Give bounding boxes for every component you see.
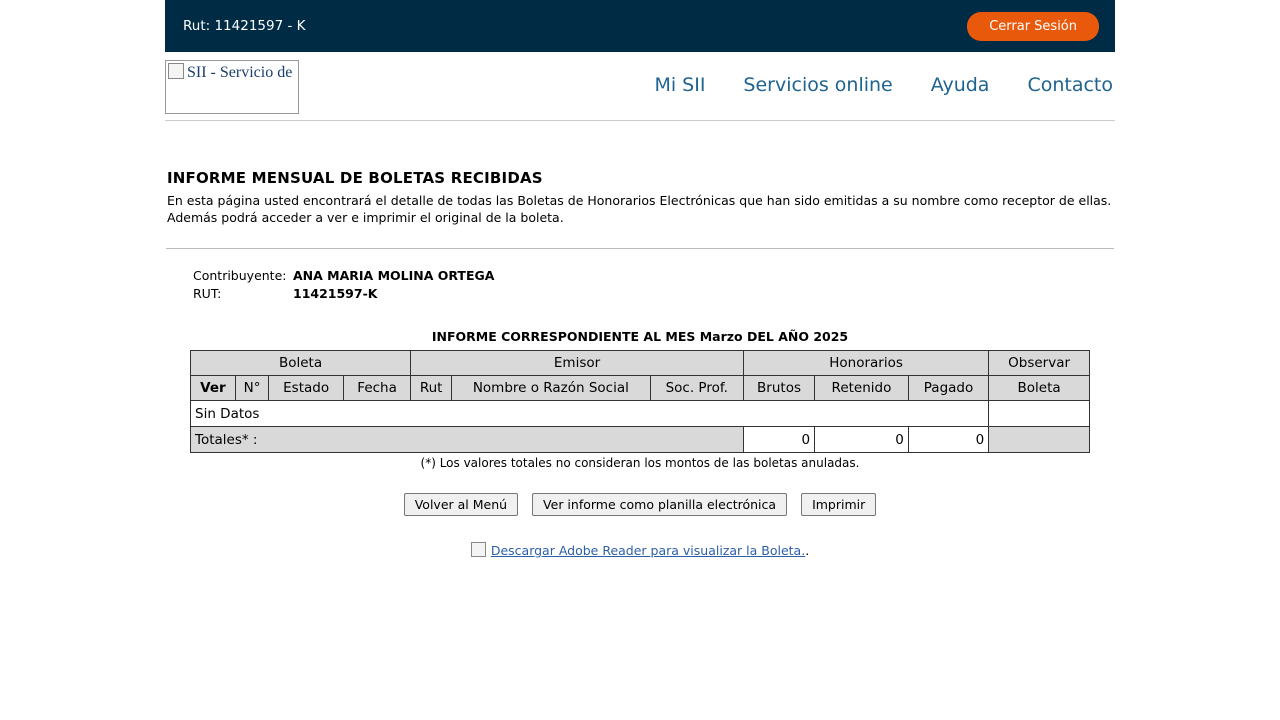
column-header-brutos: Brutos — [743, 376, 814, 401]
sii-logo[interactable] — [165, 60, 299, 114]
rut-label: RUT: — [193, 286, 222, 301]
group-header-observar: Observar — [989, 351, 1090, 376]
column-header-numero: N° — [235, 376, 268, 401]
adobe-reader-footer — [166, 542, 1114, 558]
group-header-emisor: Emisor — [411, 351, 744, 376]
taxpayer-rut-row — [193, 285, 1114, 303]
nav-item-mi-sii[interactable]: Mi SII — [654, 74, 706, 96]
group-header-honorarios: Honorarios — [743, 351, 988, 376]
table-footnote: (*) Los valores totales no consideran los montos de las boletas anuladas. — [420, 456, 860, 470]
table-group-header-row — [191, 351, 1090, 376]
print-button[interactable]: Imprimir — [801, 493, 876, 516]
site-header — [165, 52, 1115, 121]
column-header-soc-prof: Soc. Prof. — [650, 376, 743, 401]
period-title: INFORME CORRESPONDIENTE AL MES Marzo DEL AÑO 2025 — [431, 329, 849, 344]
table-totals-row — [191, 427, 1090, 453]
column-header-retenido: Retenido — [815, 376, 909, 401]
logout-button[interactable]: Cerrar Sesión — [967, 12, 1099, 41]
download-adobe-reader-link[interactable]: Descargar Adobe Reader para visualizar la Boleta. — [490, 543, 806, 558]
main-content — [165, 169, 1115, 558]
back-to-menu-button[interactable]: Volver al Menú — [404, 493, 518, 516]
nav-item-contacto[interactable]: Contacto — [1027, 74, 1113, 96]
page-title: INFORME MENSUAL DE BOLETAS RECIBIDAS — [167, 169, 543, 187]
taxpayer-info — [193, 267, 1114, 303]
page-description: En esta página usted encontrará el detalle de todas las Boletas de Honorarios Electrónicas que han sido emitidas a su nombre como receptor de ellas. Además podrá acceder a ver e imprimir el original de la boleta. — [167, 193, 1112, 225]
top-session-bar — [165, 0, 1115, 52]
column-header-boleta: Boleta — [989, 376, 1090, 401]
totals-retenido: 0 — [815, 427, 909, 453]
empty-observar-cell — [989, 401, 1090, 427]
table-column-header-row — [191, 376, 1090, 401]
taxpayer-name-row — [193, 267, 1114, 285]
empty-message: Sin Datos — [191, 401, 989, 427]
totals-blank-cell — [989, 427, 1090, 453]
group-header-boleta: Boleta — [191, 351, 411, 376]
broken-image-icon — [168, 63, 184, 79]
column-header-nombre-razon-social: Nombre o Razón Social — [452, 376, 650, 401]
divider — [166, 248, 1114, 249]
column-header-estado: Estado — [269, 376, 344, 401]
contributor-label: Contribuyente: — [193, 268, 287, 283]
view-as-spreadsheet-button[interactable]: Ver informe como planilla electrónica — [532, 493, 787, 516]
footer-link-trailing: . — [805, 543, 810, 558]
page-container — [165, 0, 1115, 558]
logo-alt-text: SII - Servicio de — [166, 61, 298, 85]
broken-image-icon — [471, 542, 486, 557]
boletas-report-table — [190, 350, 1090, 453]
table-row-empty — [191, 401, 1090, 427]
session-rut-label: Rut: 11421597 - K — [183, 18, 306, 34]
nav-item-servicios-online[interactable]: Servicios online — [743, 74, 893, 96]
main-nav — [654, 74, 1115, 96]
totals-pagado: 0 — [908, 427, 988, 453]
column-header-rut: Rut — [411, 376, 452, 401]
column-header-fecha: Fecha — [344, 376, 411, 401]
contributor-value: ANA MARIA MOLINA ORTEGA — [293, 268, 495, 283]
totals-label: Totales* : — [191, 427, 744, 453]
action-buttons — [166, 493, 1114, 516]
totals-brutos: 0 — [743, 427, 814, 453]
column-header-pagado: Pagado — [908, 376, 988, 401]
rut-value: 11421597-K — [293, 286, 378, 301]
column-header-ver: Ver — [191, 376, 236, 401]
nav-item-ayuda[interactable]: Ayuda — [930, 74, 990, 96]
